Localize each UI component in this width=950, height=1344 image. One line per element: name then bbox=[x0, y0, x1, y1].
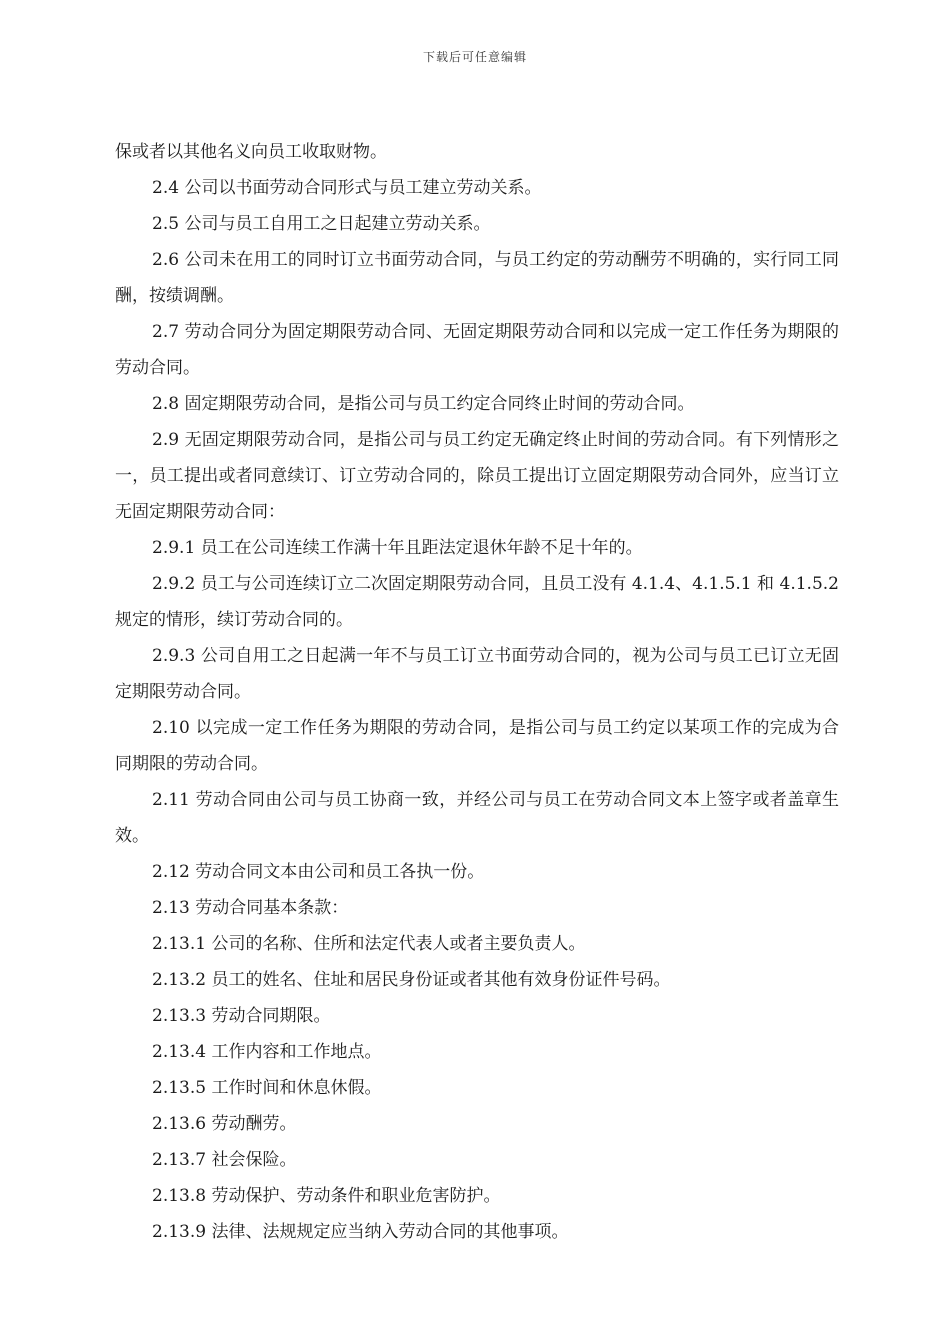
paragraph-2-9: 2.9 无固定期限劳动合同，是指公司与员工约定无确定终止时间的劳动合同。有下列情形之一，员工提出或者同意续订、订立劳动合同的，除员工提出订立固定期限劳动合同外，应当订立无固定期限劳动合同： bbox=[115, 430, 839, 522]
paragraph-2-13-8: 2.13.8 劳动保护、劳动条件和职业危害防护。 bbox=[152, 1186, 501, 1206]
page-header: 下载后可任意编辑 bbox=[422, 50, 527, 64]
paragraph-2-6: 2.6 公司未在用工的同时订立书面劳动合同，与员工约定的劳动酬劳不明确的，实行同工同酬，按绩调酬。 bbox=[115, 250, 839, 306]
document-body bbox=[115, 134, 839, 1250]
paragraph-2-5: 2.5 公司与员工自用工之日起建立劳动关系。 bbox=[152, 214, 491, 234]
paragraph-2-4: 2.4 公司以书面劳动合同形式与员工建立劳动关系。 bbox=[152, 178, 542, 198]
paragraph-2-13-3: 2.13.3 劳动合同期限。 bbox=[152, 1006, 331, 1026]
paragraph-2-7: 2.7 劳动合同分为固定期限劳动合同、无固定期限劳动合同和以完成一定工作任务为期限的劳动合同。 bbox=[115, 322, 839, 378]
paragraph-2-13-2: 2.13.2 员工的姓名、住址和居民身份证或者其他有效身份证件号码。 bbox=[152, 970, 671, 990]
paragraph-2-13-6: 2.13.6 劳动酬劳。 bbox=[152, 1114, 297, 1134]
paragraph-2-11: 2.11 劳动合同由公司与员工协商一致，并经公司与员工在劳动合同文本上签字或者盖章生效。 bbox=[115, 790, 839, 846]
paragraph-2-13: 2.13 劳动合同基本条款： bbox=[152, 898, 349, 918]
paragraph-2-9-3: 2.9.3 公司自用工之日起满一年不与员工订立书面劳动合同的，视为公司与员工已订立无固定期限劳动合同。 bbox=[115, 646, 839, 702]
paragraph-2-9-2: 2.9.2 员工与公司连续订立二次固定期限劳动合同，且员工没有 4.1.4、4.1.5.1 和 4.1.5.2 规定的情形，续订劳动合同的。 bbox=[115, 574, 839, 630]
paragraph-continuation: 保或者以其他名义向员工收取财物。 bbox=[115, 142, 387, 162]
paragraph-2-9-1: 2.9.1 员工在公司连续工作满十年且距法定退休年龄不足十年的。 bbox=[152, 538, 643, 558]
paragraph-2-13-5: 2.13.5 工作时间和休息休假。 bbox=[152, 1078, 382, 1098]
paragraph-2-13-9: 2.13.9 法律、法规规定应当纳入劳动合同的其他事项。 bbox=[152, 1222, 569, 1242]
paragraph-2-13-1: 2.13.1 公司的名称、住所和法定代表人或者主要负责人。 bbox=[152, 934, 586, 954]
paragraph-2-13-7: 2.13.7 社会保险。 bbox=[152, 1150, 297, 1170]
paragraph-2-8: 2.8 固定期限劳动合同，是指公司与员工约定合同终止时间的劳动合同。 bbox=[152, 394, 695, 414]
paragraph-2-10: 2.10 以完成一定工作任务为期限的劳动合同，是指公司与员工约定以某项工作的完成为合同期限的劳动合同。 bbox=[115, 718, 839, 774]
paragraph-2-13-4: 2.13.4 工作内容和工作地点。 bbox=[152, 1042, 382, 1062]
paragraph-2-12: 2.12 劳动合同文本由公司和员工各执一份。 bbox=[152, 862, 485, 882]
